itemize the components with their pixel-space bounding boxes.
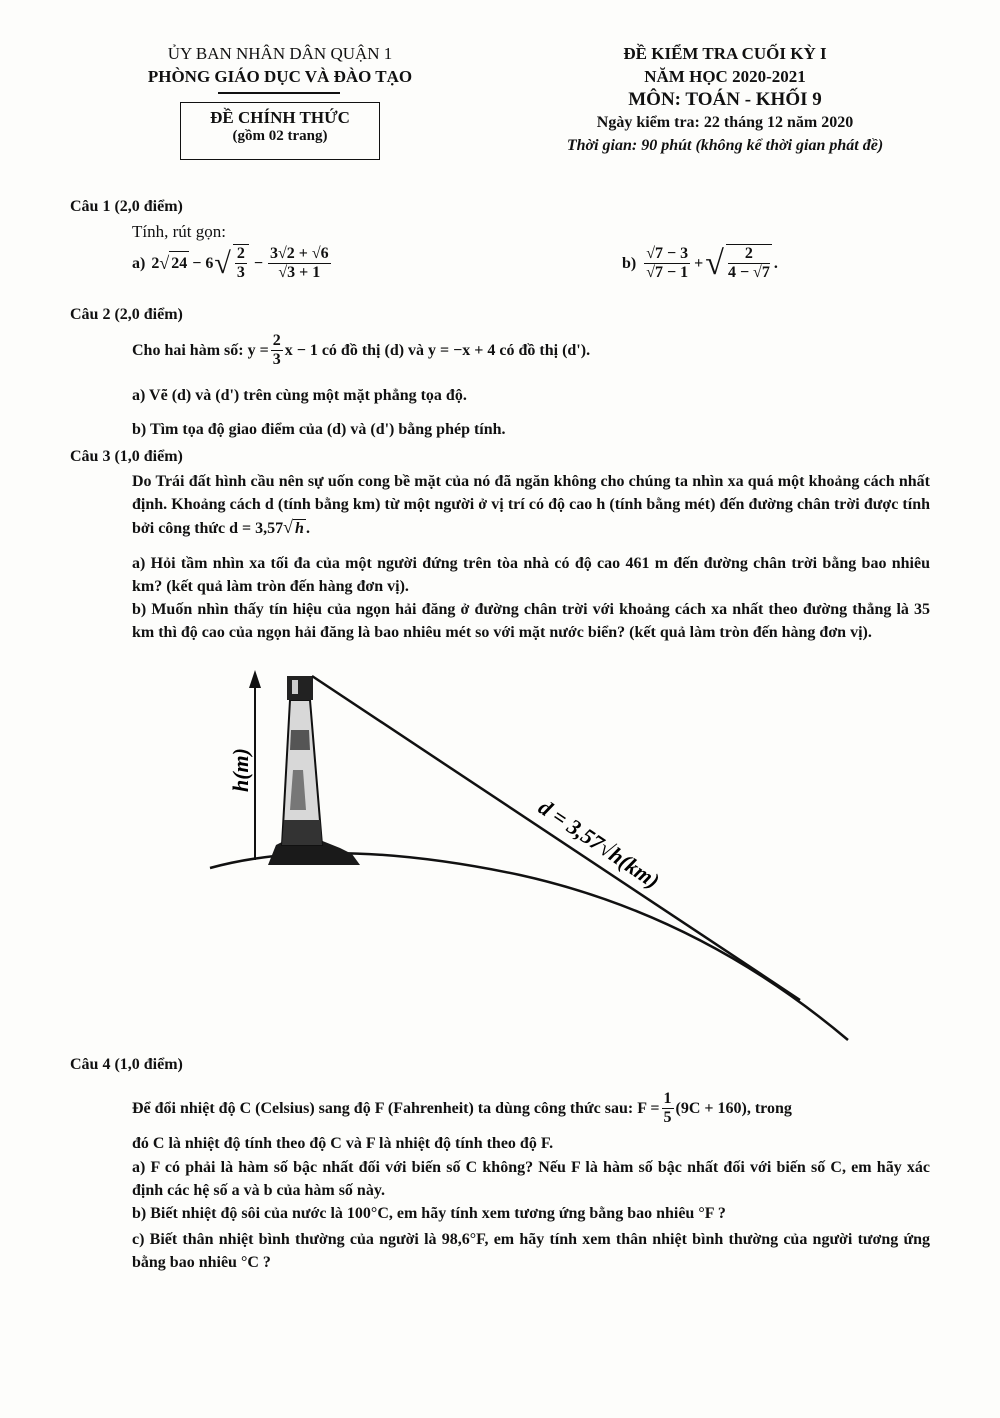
earth-curve	[210, 853, 848, 1040]
q1a-radicand: 24	[169, 251, 189, 275]
q3-title: Câu 3 (1,0 điểm)	[70, 448, 183, 465]
q1a-label: a)	[132, 254, 146, 272]
official-label: ĐỀ CHÍNH THỨC	[210, 108, 350, 127]
q3-intro	[132, 470, 930, 540]
q2-part-b: b) Tìm tọa độ giao điểm của (d) và (d') bằng phép tính.	[132, 421, 506, 438]
q1b-label: b)	[622, 254, 637, 272]
q4-part-a: a) F có phải là hàm số bậc nhất đối với biến số C không? Nếu F là hàm số bậc nhất đối với biến số C, em hãy xác định các hệ số a và b của hàm số này.	[132, 1159, 930, 1199]
sqrt-icon: √	[159, 252, 170, 273]
q1a-fraction1	[233, 244, 249, 282]
exam-date: Ngày kiểm tra: 22 tháng 12 năm 2020	[596, 114, 854, 131]
q1-part-b	[622, 244, 778, 282]
q4-definition: đó C là nhiệt độ tính theo độ C và F là nhiệt độ tính theo độ F.	[132, 1135, 554, 1152]
fraction-numerator: 2	[272, 332, 281, 349]
lighthouse-window	[292, 680, 298, 694]
page-count: (gồm 02 trang)	[232, 128, 328, 144]
header-right	[510, 42, 940, 157]
fraction-numerator: 3√2 + √6	[269, 244, 329, 262]
fraction-numerator: √7 − 3	[646, 244, 689, 262]
header-underline	[218, 92, 340, 94]
arrow-head-icon	[249, 670, 261, 688]
q1b-fraction1	[644, 245, 690, 282]
q2-title: Câu 2 (2,0 điểm)	[70, 306, 183, 323]
q1b-fraction2	[726, 244, 772, 282]
q4-intro	[132, 1090, 932, 1127]
q3-figure	[0, 660, 1000, 1060]
q4-intro-end: (9C + 160), trong	[675, 1100, 792, 1117]
q3-part-b: b) Muốn nhìn thấy tín hiệu của ngọn hải đăng ở đường chân trời với khoảng cách xa nhất theo đường thẳng là 35 km thì độ cao của ngọn hải đăng là bao nhiêu mét so với mặt nước biển? (kết quả làm tròn đến hàng đơn vị).	[132, 601, 930, 641]
q1a-term1: 2	[151, 254, 160, 272]
q1a-fraction2	[268, 245, 331, 282]
sight-line	[312, 676, 800, 1000]
subject: MÔN: TOÁN - KHỐI 9	[628, 89, 822, 110]
q1-part-a	[132, 244, 333, 282]
q1-title: Câu 1 (2,0 điểm)	[70, 198, 183, 215]
q4-part-c: c) Biết thân nhiệt bình thường của người là 98,6°F, em hãy tính xem thân nhiệt bình thường của người tương ứng bằng bao nhiêu °C ?	[132, 1231, 930, 1271]
q3-radicand: h	[295, 520, 304, 537]
fraction-denominator: 5	[663, 1109, 672, 1126]
fraction-denominator: 3	[236, 264, 245, 281]
q2-intro-end: x − 1 có đồ thị (d) và y = −x + 4 có đồ thị (d').	[284, 342, 591, 359]
q2-fraction	[271, 332, 283, 369]
q3-intro-end: .	[305, 520, 310, 537]
header-left	[110, 42, 450, 88]
q3-part-a: a) Hỏi tầm nhìn xa tối đa của một người đứng trên tòa nhà có độ cao 461 m đến đường chân trời bằng bao nhiêu km? (kết quả làm tròn đến hàng đơn vị).	[132, 555, 930, 595]
department-name: PHÒNG GIÁO DỤC VÀ ĐÀO TẠO	[147, 67, 413, 86]
q1a-term2: − 6	[192, 254, 214, 272]
authority-name: ỦY BAN NHÂN DÂN QUẬN 1	[167, 44, 393, 63]
fraction-numerator: 2	[728, 245, 770, 264]
fraction-denominator: √7 − 1	[646, 263, 689, 281]
q4-part-b: b) Biết nhiệt độ sôi của nước là 100°C, em hãy tính xem tương ứng bằng bao nhiêu °F ?	[132, 1205, 726, 1222]
q4-fraction	[662, 1090, 674, 1127]
q2-part-a: a) Vẽ (d) và (d') trên cùng một mặt phẳng tọa độ.	[132, 387, 467, 404]
q1-instruction: Tính, rút gọn:	[132, 222, 226, 241]
q3-intro-text: Do Trái đất hình cầu nên sự uốn cong bề mặt của nó đã ngăn không cho chúng ta nhìn xa quá một khoảng cách nhất định. Khoảng cách d (tính bằng km) từ một người ở vị trí có độ cao h (tính bằng mét) đến đường chân trời được tính bởi công thức d = 3,57	[132, 473, 930, 537]
school-year: NĂM HỌC 2020-2021	[644, 67, 806, 86]
sqrt-icon: √	[214, 246, 231, 280]
fraction-numerator: 2	[236, 245, 245, 262]
q1b-end: .	[773, 254, 778, 272]
q4-intro-start: Để đổi nhiệt độ C (Celsius) sang độ F (Fahrenheit) ta dùng công thức sau: F =	[132, 1100, 660, 1117]
q2-intro	[132, 332, 590, 369]
lighthouse-band	[290, 730, 310, 750]
official-box	[180, 102, 380, 160]
fraction-denominator: √3 + 1	[278, 263, 321, 281]
q4-title: Câu 4 (1,0 điểm)	[70, 1056, 183, 1073]
exam-duration: Thời gian: 90 phút (không kể thời gian phát đề)	[566, 137, 884, 154]
fraction-denominator: 3	[272, 351, 281, 368]
q1a-minus: −	[253, 254, 263, 272]
sqrt-icon: √	[705, 244, 724, 282]
exam-title: ĐỀ KIỂM TRA CUỐI KỲ I	[623, 44, 827, 63]
lighthouse-lamp	[287, 676, 313, 700]
q2-intro-start: Cho hai hàm số: y =	[132, 342, 269, 359]
fraction-numerator: 1	[663, 1090, 672, 1107]
height-label: h(m)	[228, 748, 253, 792]
q1b-plus: +	[694, 254, 704, 272]
fraction-denominator: 4 − √7	[727, 264, 770, 281]
lighthouse-band	[282, 820, 322, 845]
sqrt-icon: √	[283, 517, 294, 537]
distance-label: d = 3,57√h(km)	[534, 794, 665, 894]
